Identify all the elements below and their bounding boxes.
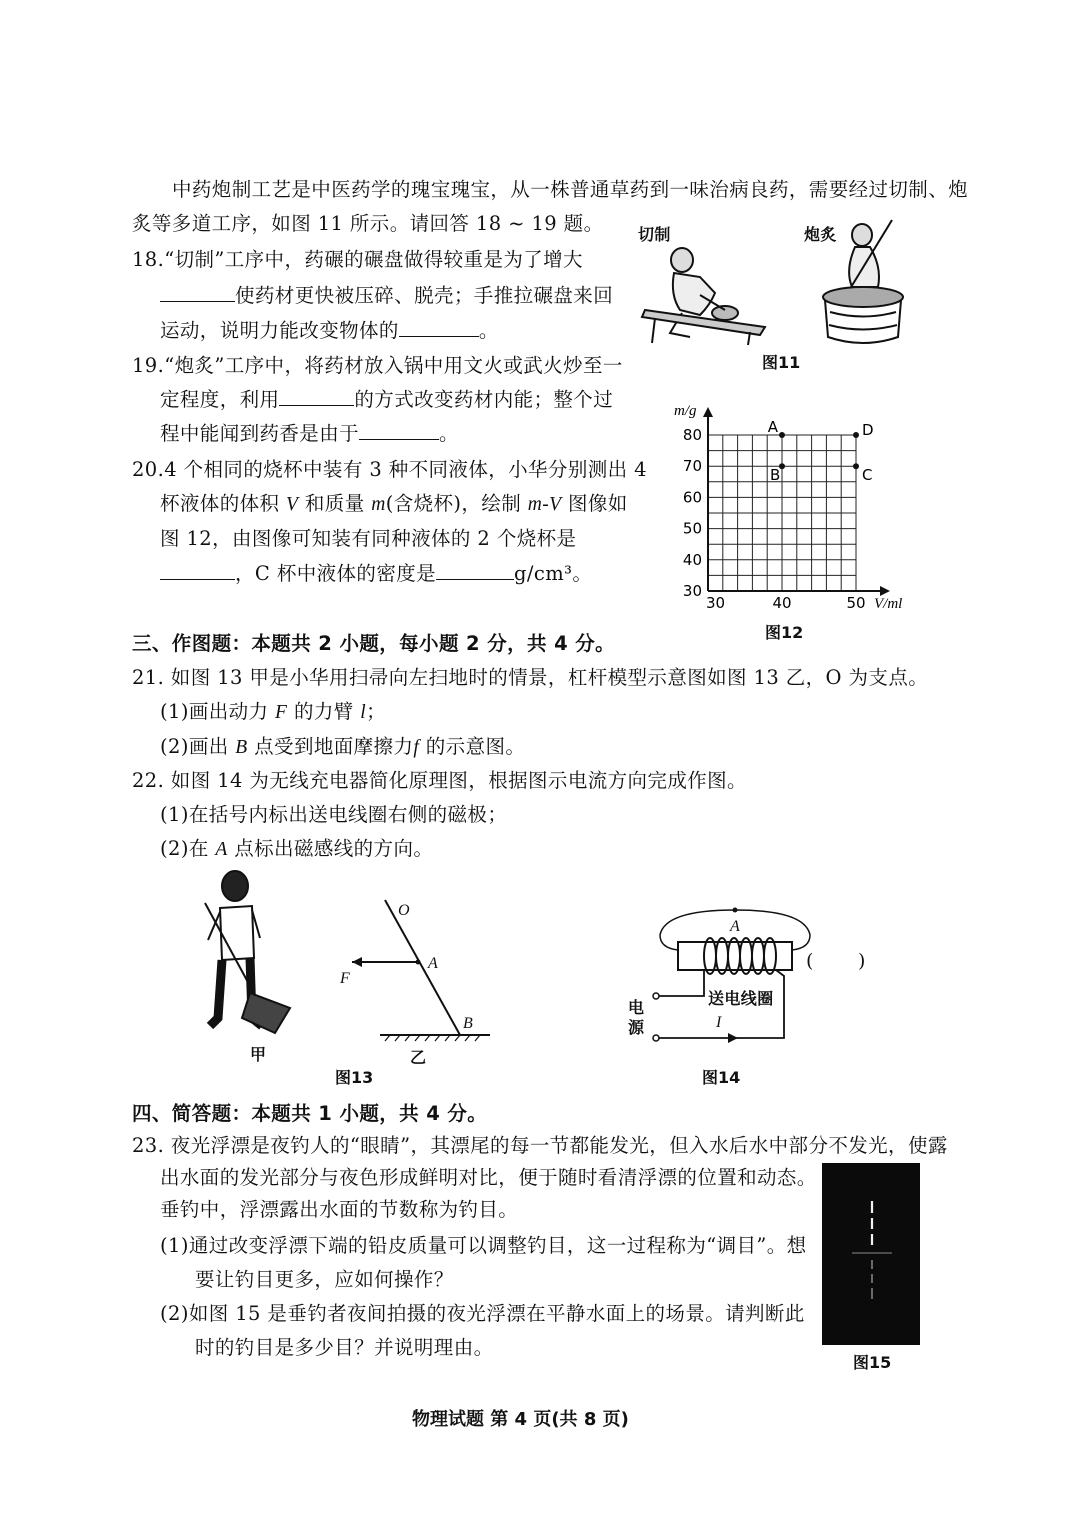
q21-text: (2)画出 xyxy=(160,735,236,758)
q20-text: ，C 杯中液体的密度是 xyxy=(235,562,437,585)
y-tick-label: 70 xyxy=(682,457,702,476)
q20-text: 杯液体的体积 xyxy=(160,492,286,515)
fig13-sweeper-illustration xyxy=(180,868,300,1038)
x-tick-label: 50 xyxy=(846,594,866,612)
q20-line-4 xyxy=(160,558,592,586)
fig14-paren-open: ( xyxy=(806,950,814,972)
q22-var: A xyxy=(215,839,228,860)
q19-text: 。 xyxy=(439,422,459,445)
q21-text: 的力臂 xyxy=(287,700,361,723)
q22-text: (2)在 xyxy=(160,837,216,860)
q20-line-3: 图 12，由图像可知装有同种液体的 2 个烧杯是 xyxy=(160,527,577,550)
q20-text: g/cm³。 xyxy=(514,562,593,585)
x-tick-label: 40 xyxy=(772,594,792,612)
answer-blank[interactable] xyxy=(399,335,479,337)
q21-text: (1)画出动力 xyxy=(160,700,276,723)
x-axis-label: V/ml xyxy=(874,596,903,612)
q18-line-3 xyxy=(160,315,499,343)
fig11-caption: 图11 xyxy=(762,353,801,372)
q21-part-1 xyxy=(160,696,386,724)
intro-line-1: 中药炮制工艺是中医药学的瑰宝瑰宝，从一株普通草药到一味治病良药，需要经过切制、炮 xyxy=(172,178,969,201)
fig14-paren-close: ) xyxy=(858,950,866,972)
q21-var: F xyxy=(275,702,288,723)
q19-line-1: 19.“炮炙”工序中，将药材放入锅中用文火或武火炒至一 xyxy=(132,354,623,377)
fig14-label-power: 电源 xyxy=(628,998,645,1037)
q21-var: l xyxy=(360,702,367,723)
q20-var: m xyxy=(371,494,386,515)
q21-text: 点受到地面摩擦力 xyxy=(247,735,414,758)
q18-text: 运动，说明力能改变物体的 xyxy=(160,319,399,342)
q21-part-2 xyxy=(160,731,525,759)
section4-title: 四、简答题：本题共 1 小题，共 4 分。 xyxy=(132,1102,488,1125)
fig13-label-O: O xyxy=(398,902,410,919)
page-footer: 物理试题 第 4 页(共 8 页) xyxy=(412,1409,629,1430)
q22-part-1: (1)在括号内标出送电线圈右侧的磁极； xyxy=(160,803,508,826)
y-tick-label: 40 xyxy=(682,550,702,569)
y-tick-label: 80 xyxy=(682,426,702,444)
answer-blank[interactable] xyxy=(279,404,354,406)
y-axis-arrow xyxy=(703,407,713,417)
q19-line-3 xyxy=(160,418,459,446)
q20-var: V xyxy=(286,494,299,515)
q23-line-3: 垂钓中，浮漂露出水面的节数称为钓目。 xyxy=(160,1198,519,1221)
x-axis-arrow xyxy=(880,586,890,596)
data-point-c xyxy=(853,463,859,469)
cutting-figure xyxy=(642,248,765,345)
intro-line-2: 炙等多道工序，如图 11 所示。请回答 18 ~ 19 题。 xyxy=(132,212,604,235)
fig14-caption: 图14 xyxy=(702,1068,741,1087)
y-tick-label: 50 xyxy=(682,519,702,538)
q18-text: 使药材更快被压碎、脱壳；手推拉碾盘来回 xyxy=(235,284,614,307)
fig11-label-cut: 切制 xyxy=(638,225,671,244)
point-label-d: D xyxy=(862,421,874,439)
fig13-label-F: F xyxy=(340,970,351,987)
fig11-label-fry: 炮炙 xyxy=(804,225,837,244)
fig11-illustration xyxy=(630,215,920,350)
answer-blank[interactable] xyxy=(359,438,439,440)
fig14-label-coil: 送电线圈 xyxy=(708,989,774,1008)
q20-line-2 xyxy=(160,488,628,516)
fig12-caption: 图12 xyxy=(765,623,804,642)
section3-title: 三、作图题：本题共 2 小题，每小题 2 分，共 4 分。 xyxy=(132,632,616,655)
q19-text: 程中能闻到药香是由于 xyxy=(160,422,360,445)
q23-part-2a: (2)如图 15 是垂钓者夜间拍摄的夜光浮漂在平静水面上的场景。请判断此 xyxy=(160,1302,805,1325)
q21-text: ； xyxy=(366,700,386,723)
q18-line-1: 18.“切制”工序中，药碾的碾盘做得较重是为了增大 xyxy=(132,248,583,271)
q21-text: 的示意图。 xyxy=(419,735,526,758)
data-point-a xyxy=(779,432,785,438)
fig13-label-jia: 甲 xyxy=(250,1045,267,1064)
answer-blank[interactable] xyxy=(160,578,235,580)
answer-blank[interactable] xyxy=(436,578,514,580)
q23-line-2: 出水面的发光部分与夜色形成鲜明对比，便于随时看清浮漂的位置和动态。 xyxy=(160,1166,817,1189)
q23-part-2b: 时的钓目是多少目？并说明理由。 xyxy=(195,1336,494,1359)
fig14-label-A: A xyxy=(730,918,741,935)
fig15-caption: 图15 xyxy=(853,1353,892,1372)
fig13-label-A: A xyxy=(428,955,439,972)
frying-figure xyxy=(823,220,903,343)
q20-var: m-V xyxy=(527,494,562,515)
y-axis-label: m/g xyxy=(674,403,697,419)
q20-text: (含烧杯)，绘制 xyxy=(385,492,528,515)
q22-line-1: 22. 如图 14 为无线充电器简化原理图，根据图示电流方向完成作图。 xyxy=(132,769,747,792)
fig12-chart xyxy=(670,395,930,620)
data-point-d xyxy=(853,432,859,438)
q20-line-1: 20.4 个相同的烧杯中装有 3 种不同液体，小华分别测出 4 xyxy=(132,458,647,481)
q18-line-2 xyxy=(160,280,613,308)
q22-part-2 xyxy=(160,833,433,861)
y-tick-label: 30 xyxy=(682,582,702,600)
fig13-lever-diagram xyxy=(330,895,500,1045)
point-label-b: B xyxy=(770,466,781,485)
point-label-a: A xyxy=(767,418,778,436)
q21-line-1: 21. 如图 13 甲是小华用扫帚向左扫地时的情景，杠杆模型示意图如图 13 乙，O 为支点。 xyxy=(132,666,929,689)
x-tick-label: 30 xyxy=(706,594,726,612)
q20-text: 图像如 xyxy=(561,492,628,515)
q23-part-1a: (1)通过改变浮漂下端的铅皮质量可以调整钓目，这一过程称为“调目”。想 xyxy=(160,1234,807,1257)
q19-text: 的方式改变药材内能；整个过 xyxy=(354,388,614,411)
q22-text: 点标出磁感线的方向。 xyxy=(227,837,434,860)
fig15-photo xyxy=(822,1163,920,1345)
q19-text: 定程度，利用 xyxy=(160,388,280,411)
q18-text: 。 xyxy=(478,319,499,342)
answer-blank[interactable] xyxy=(160,300,235,302)
q23-part-1b: 要让钓目更多，应如何操作？ xyxy=(195,1268,454,1291)
point-label-c: C xyxy=(862,466,873,485)
fig13-label-yi: 乙 xyxy=(410,1048,427,1067)
q23-line-1: 23. 夜光浮漂是夜钓人的“眼睛”，其漂尾的每一节都能发光，但入水后水中部分不发光，使露 xyxy=(132,1134,948,1157)
fig13-caption: 图13 xyxy=(335,1068,374,1087)
y-tick-label: 60 xyxy=(682,488,702,507)
q20-text: 和质量 xyxy=(298,492,372,515)
q19-line-2 xyxy=(160,384,613,412)
fig13-label-B: B xyxy=(463,1015,474,1032)
fig14-label-I: I xyxy=(716,1014,722,1031)
q21-var: f xyxy=(413,737,420,758)
q21-var: B xyxy=(235,737,248,758)
